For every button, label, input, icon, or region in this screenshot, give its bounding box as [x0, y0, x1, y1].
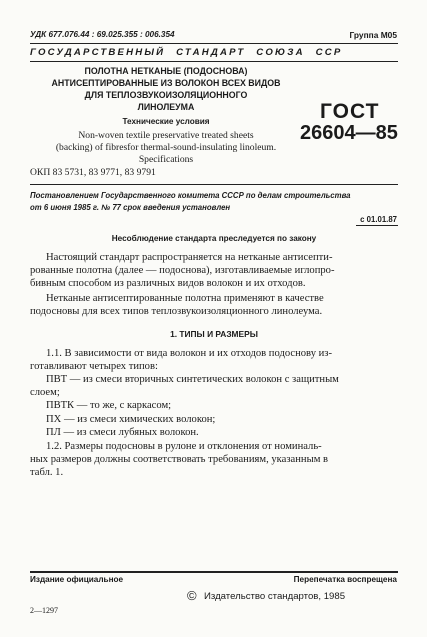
okp-codes: ОКП 83 5731, 83 9771, 83 9791 [30, 167, 156, 178]
intro-p1-line-3: бивным способом из различных видов волокон и их отходов. [30, 278, 306, 290]
title-line-1: ПОЛОТНА НЕТКАНЫЕ (ПОДОСНОВА) [84, 66, 248, 76]
standard-name: ГОСУДАРСТВЕННЫЙ СТАНДАРТ СОЮЗА ССР [30, 47, 343, 58]
intro-p2-line-1: Нетканые антисептированные полотна применяют в качестве [46, 293, 324, 304]
type-pvtk: ПВТК — то же, с каркасом; [46, 400, 172, 412]
effective-date: с 01.01.87 [360, 215, 397, 224]
type-pvt: ПВТ — из смеси вторичных синтетических волокон с защитным [46, 374, 339, 385]
subtitle: Технические условия [122, 117, 210, 126]
publisher: Издательство стандартов, 1985 [204, 591, 346, 602]
clause-1-1-line-2: готавливают четырех типов: [30, 361, 158, 373]
english-title-line-3: Specifications [138, 154, 194, 165]
types-list [30, 373, 398, 439]
type-pl: ПЛ — из смеси лубяных волокон. [46, 426, 199, 438]
intro-p1-line-1: Настоящий стандарт распространяется на нетканые антисепти- [46, 252, 333, 263]
clause-1-1 [30, 347, 398, 373]
title-line-4: ЛИНОЛЕУМА [137, 102, 195, 112]
clause-1-1-line-1: 1.1. В зависимости от вида волокон и их отходов подоснову из- [46, 348, 333, 359]
section-1-heading: 1. ТИПЫ И РАЗМЕРЫ [170, 329, 258, 339]
intro-p2-line-2: подосновы для всех типов теплозвукоизоляционного линолеума. [30, 306, 323, 318]
date-underline [356, 225, 398, 226]
udk-code: УДК 677.076.44 : 69.025.355 : 006.354 [30, 30, 175, 39]
footer-rule [30, 571, 398, 573]
english-title-line-1: Non-woven textile preservative treated sheets [78, 130, 254, 141]
clause-1-2 [30, 440, 398, 480]
intro-paragraph-1 [30, 251, 398, 291]
law-warning: Несоблюдение стандарта преследуется по закону [111, 234, 317, 243]
copyright-icon: © [187, 588, 197, 603]
intro-paragraph-2 [30, 292, 398, 318]
decree-line-1: Постановлением Государственного комитета СССР по делам строительства [30, 191, 351, 200]
official-edition: Издание официальное [30, 575, 124, 584]
title-line-3: ДЛЯ ТЕПЛОЗВУКОИЗОЛЯЦИОННОГО [84, 90, 248, 100]
clause-1-2-line-2: ных размеров должны соответствовать требованиям, указанным в [30, 454, 329, 466]
header-top-rule [30, 43, 398, 44]
type-ph: ПХ — из смеси химических волокон; [46, 413, 216, 425]
header-bottom-rule [30, 61, 398, 62]
clause-1-2-line-3: табл. 1. [30, 467, 64, 479]
type-pvt-continued: слоем; [30, 387, 60, 399]
reprint-prohibited: Перепечатка воспрещена [293, 575, 397, 584]
group-code: Группа М05 [349, 30, 397, 40]
decree-line-2: от 6 июня 1985 г. № 77 срок введения установлен [30, 203, 231, 212]
intro-p1-line-2: рованные полотна (далее — подоснова), изготавливаемые иглопро- [30, 265, 335, 277]
title-bottom-rule [30, 184, 398, 185]
english-title-line-2: (backing) of fibresfor thermal-sound-insulating linoleum. [55, 142, 277, 153]
gost-label: ГОСТ [320, 100, 380, 123]
sheet-code: 2—1297 [30, 606, 58, 615]
gost-number: 26604—85 [300, 122, 398, 144]
title-line-2: АНТИСЕПТИРОВАННЫЕ ИЗ ВОЛОКОН ВСЕХ ВИДОВ [51, 78, 281, 88]
clause-1-2-line-1: 1.2. Размеры подосновы в рулоне и отклонения от номиналь- [46, 441, 322, 452]
